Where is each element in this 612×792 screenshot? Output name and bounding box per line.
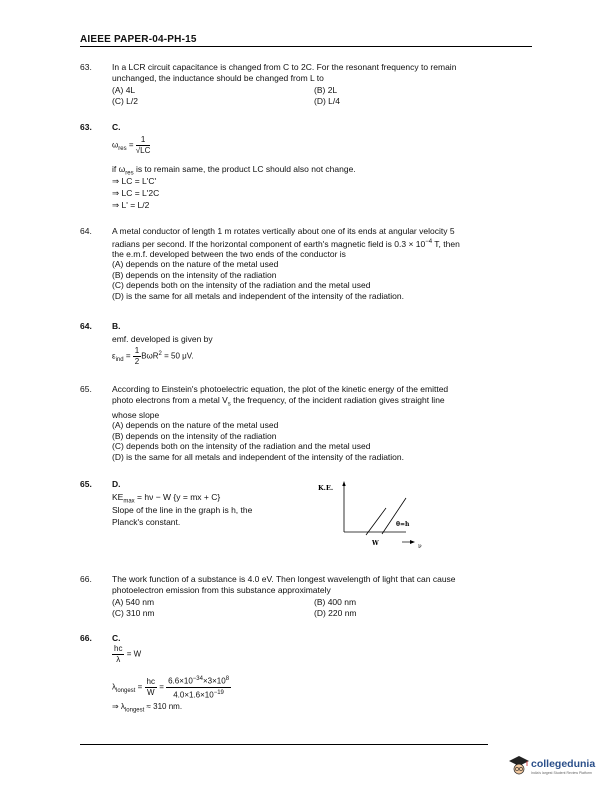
q64-line1: A metal conductor of length 1 m rotates vertically about one of its ends at angular velocity 5 — [112, 226, 455, 236]
q65-line1: According to Einstein's photoelectric equation, the plot of the kinetic energy of the emitted — [112, 384, 449, 394]
numerator-hc: hc — [146, 676, 155, 686]
a64-number: 64. — [80, 321, 92, 331]
q65-line3: whose slope — [112, 409, 160, 420]
denominator: 2 — [134, 357, 140, 366]
fraction — [136, 135, 151, 156]
a65-line2: Slope of the line in the graph is h, the — [112, 505, 253, 515]
omega-symbol: ω — [112, 140, 119, 150]
q64-line2 — [112, 237, 542, 249]
a64-line1: emf. developed is given by — [112, 334, 213, 344]
fraction — [133, 346, 141, 367]
q65-line2-sub: s — [227, 401, 231, 408]
denominator-w: W — [146, 687, 155, 697]
q63-line1: In a LCR circuit capacitance is changed from C to 2C. For the resonant frequency to remain — [112, 62, 457, 72]
q64-number: 64. — [80, 226, 92, 236]
a63-answer: C. — [112, 122, 121, 132]
q64-line3: the e.m.f. developed between the two ends of the conductor is — [112, 248, 346, 259]
ke-term: KE — [112, 492, 124, 502]
q65-line2 — [112, 395, 542, 410]
q65-option-a: (A) depends on the nature of the metal used — [112, 420, 279, 431]
q64-option-d: (D) is the same for all metals and independent of the intensity of the radiation. — [112, 290, 404, 301]
q65-text — [112, 384, 542, 462]
q63-option-d: (D) L/4 — [314, 96, 340, 106]
result-a: ⇒ λ — [112, 702, 125, 711]
a63-line1-sub: res — [125, 170, 134, 177]
denominator: √LC — [135, 146, 151, 155]
fraction — [112, 644, 124, 665]
a63-line2: ⇒ LC = L'C' — [112, 176, 157, 186]
a64-answer: B. — [112, 321, 121, 331]
denom-a: 4.0×1.6×10 — [173, 690, 214, 700]
a66-answer: C. — [112, 633, 121, 643]
q65-number: 65. — [80, 384, 92, 394]
denominator: λ — [116, 655, 121, 664]
formula-value: = 50 μV. — [161, 351, 194, 361]
q64-option-a: (A) depends on the nature of the metal used — [112, 259, 279, 270]
q66-option-c: (C) 310 nm — [112, 608, 155, 618]
denom-sup: −19 — [213, 689, 224, 696]
numer-b-sup: 8 — [225, 676, 230, 682]
a66-result — [112, 702, 182, 714]
longest-subscript: longest — [116, 687, 136, 694]
graph-x-label: ν — [418, 543, 422, 550]
equals-sign: = — [125, 351, 131, 361]
q65-option-b: (B) depends on the intensity of the radiation — [112, 430, 277, 441]
numerator-values — [166, 674, 231, 688]
q64-text — [112, 226, 542, 301]
numerator: 1 — [136, 135, 151, 146]
result-sub: longest — [124, 707, 145, 714]
q66-number: 66. — [80, 574, 92, 584]
graph-slope-label: θ=h — [396, 521, 410, 528]
q65-option-d: (D) is the same for all metals and independent of the intensity of the radiation. — [112, 451, 404, 462]
q64-line2-sup: −4 — [425, 238, 433, 245]
equals-w: = W — [126, 649, 142, 659]
q64-line2-b: T, then — [432, 238, 460, 249]
graph-w-label: W — [372, 540, 379, 547]
footer-rule — [80, 744, 488, 745]
q63-option-b: (B) 2L — [314, 85, 338, 95]
page-header: AIEEE PAPER-04-PH-15 — [80, 34, 197, 45]
q63-number: 63. — [80, 62, 92, 72]
graph-line — [366, 508, 386, 535]
a63-line3: ⇒ LC = L'2C — [112, 188, 160, 198]
header-rule — [80, 46, 532, 47]
q66-line1: The work function of a substance is 4.0 eV. Then longest wavelength of light that can cause — [112, 574, 456, 584]
q66-line2: photoelectron emission from this substance approximately — [112, 584, 331, 595]
a63-line4: ⇒ L' = L/2 — [112, 200, 150, 210]
epsilon-symbol: ε — [112, 351, 116, 361]
q63-option-a: (A) 4L — [112, 85, 136, 95]
graph-y-arrow — [342, 481, 345, 486]
q63-option-c: (C) L/2 — [112, 96, 138, 106]
equals-sign: = — [137, 682, 143, 692]
equals-sign-2: = — [159, 682, 164, 692]
a65-line3: Planck's constant. — [112, 517, 181, 527]
brand-name: collegedunia — [531, 758, 596, 770]
a66-formula2 — [112, 674, 231, 700]
a65-number: 65. — [80, 479, 92, 489]
a63-number: 63. — [80, 122, 92, 132]
numerator: hc — [114, 644, 123, 653]
result-b: ≈ 310 nm. — [144, 702, 183, 711]
q66-option-b: (B) 400 nm — [314, 597, 357, 607]
brand-tagline: India's largest Student Review Platform — [531, 771, 592, 775]
graph-line-upper — [382, 498, 406, 534]
q65-option-c: (C) depends both on the intensity of the radiation and the metal used — [112, 441, 371, 452]
graduate-logo-icon — [508, 754, 530, 776]
a66-number: 66. — [80, 633, 92, 643]
fraction-hc-w — [145, 677, 157, 698]
ind-subscript: ind — [115, 357, 124, 364]
formula-sup: 2 — [158, 350, 162, 357]
q65-line2-b: the frequency, of the incident radiation gives straight line — [230, 394, 445, 405]
ke-equation: = hν − W {y = mx + C} — [134, 492, 221, 502]
equals-sign: = — [128, 140, 134, 150]
numer-b: ×3×10 — [202, 676, 226, 686]
a63-line1-a: if ω — [112, 164, 126, 174]
q64-option-b: (B) depends on the intensity of the radiation — [112, 269, 277, 280]
lambda-symbol: λ — [112, 682, 116, 692]
numer-sup: −34 — [192, 676, 203, 682]
a64-formula — [112, 346, 194, 367]
q66-option-a: (A) 540 nm — [112, 597, 155, 607]
graph-y-label: K.E. — [318, 484, 334, 492]
graph-x-arrow — [410, 540, 415, 544]
a63-formula — [112, 135, 150, 156]
q66-option-d: (D) 220 nm — [314, 608, 357, 618]
q65-line2-a: photo electrons from a metal V — [112, 394, 228, 405]
q66-text — [112, 574, 542, 595]
numer-a: 6.6×10 — [168, 676, 193, 686]
q64-line2-a: radians per second. If the horizontal component of earth's magnetic field is 0.3 × 10 — [112, 238, 426, 249]
a66-formula1 — [112, 644, 141, 665]
q63-text — [112, 62, 542, 83]
res-subscript: res — [118, 146, 127, 153]
numerator: 1 — [134, 346, 140, 355]
q64-option-c: (C) depends both on the intensity of the radiation and the metal used — [112, 280, 371, 291]
a63-line1-b: is to remain same, the product LC should also not change. — [133, 164, 356, 174]
fraction-values — [166, 674, 231, 700]
denominator-values — [166, 688, 231, 701]
ke-subscript: max — [123, 498, 135, 505]
a65-answer: D. — [112, 479, 121, 489]
q63-line2: unchanged, the inductance should be changed from L to — [112, 72, 324, 83]
ke-vs-frequency-graph — [316, 478, 424, 550]
formula-term: BωR — [141, 351, 159, 361]
